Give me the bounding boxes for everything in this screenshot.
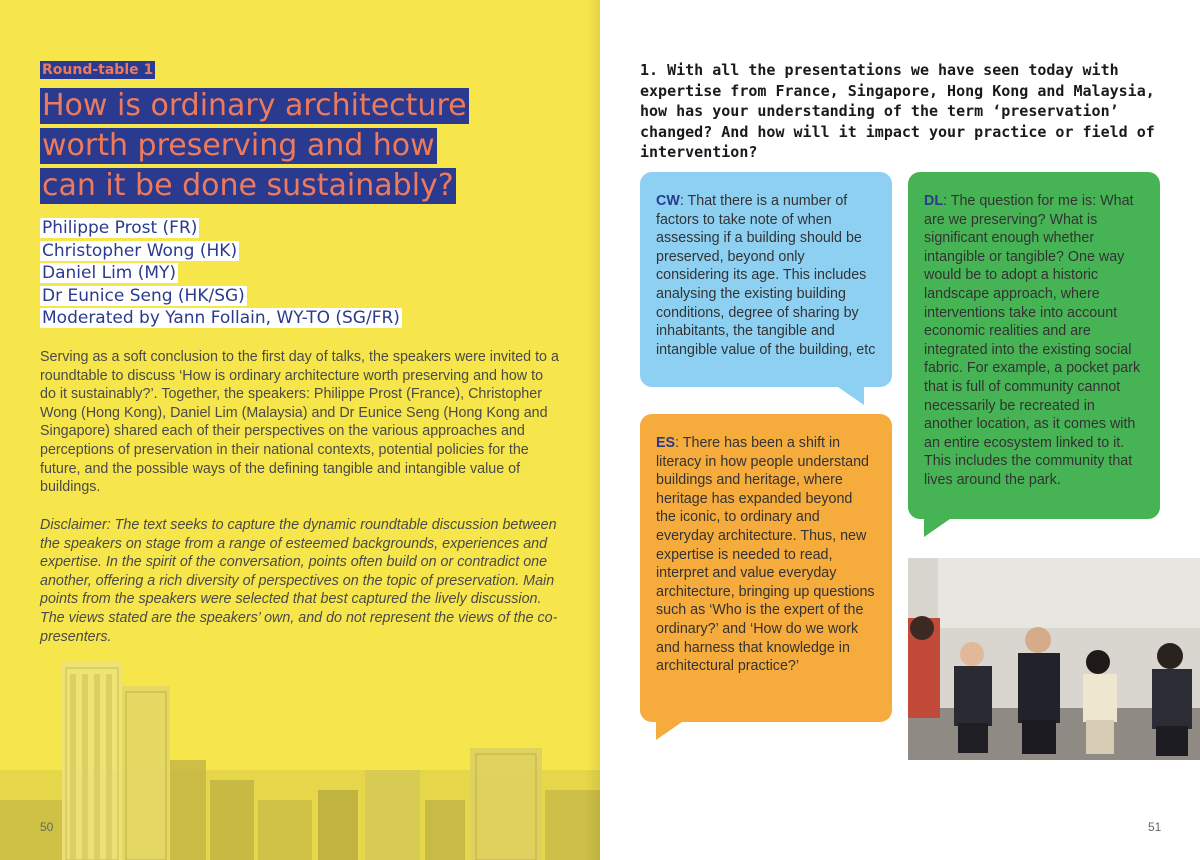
bubble-text: : That there is a number of factors to take note of when assessing if a building should be preserved, beyond only considering its age. This includes analysing the existing building conditions, degree of sharing by inhabitants, the tangible and intangible value of the building, etc (656, 193, 876, 358)
bubble-text: : There has been a shift in literacy in how people understand buildings and heritage, where heritage has expanded beyond the iconic, to ordinary and everyday architecture. Thus, new expertise is needed to read, interpret and value everyday architecture, bringing up questions such as ‘Who is the expert of the ordinary?’ and ‘How do we work and harness that knowledge in architectural practice?’ (656, 435, 875, 675)
page-number-right: 51 (1148, 820, 1162, 834)
roundtable-tag: Round-table 1 (42, 62, 154, 78)
speech-bubble-es (640, 414, 892, 722)
speaker-name: Philippe Prost (FR) (42, 218, 198, 238)
speaker-initials: DL (924, 193, 944, 209)
speaker-name: Daniel Lim (MY) (42, 263, 177, 283)
page-number-left: 50 (40, 820, 54, 834)
panel-discussion-photo (908, 558, 1200, 760)
speaker-name: Christopher Wong (HK) (42, 240, 238, 261)
bubble-text: : The question for me is: What are we preserving? What is significant enough whether intangible or tangible? One way would be to adopt a historic landscape approach, where interventions take into account economic realities and are integrated into the existing social fabric. For example, a pocket park that is full of community cannot necessarily be recreated in another location, as it comes with an entire ecosystem linked to it. This includes the community that lives around the park. (924, 193, 1141, 488)
spine-shadow (586, 0, 600, 860)
speaker-name: Dr Eunice Seng (HK/SG) (42, 285, 245, 306)
moderator-name: Moderated by Yann Follain, WY-TO (SG/FR) (42, 308, 400, 328)
panel-photo (908, 558, 1200, 760)
disclaimer-paragraph: Disclaimer: The text seeks to capture the dynamic roundtable discussion between the speakers on stage from a range of esteemed backgrounds, experiences and expertise. In the spirit of the conversation, points often build on or contradict one another, offering a rich diversity of perspectives on the topic of preservation. Main points from the speakers were selected that best captured the lively discussion. The views stated are the speakers’ own, and do not represent the views of the co-presenters. (40, 517, 558, 645)
speaker-initials: ES (656, 435, 676, 451)
title-line: worth preserving and how (42, 128, 435, 163)
page-title (40, 88, 580, 208)
bubble-tail (838, 387, 864, 405)
title-line: How is ordinary architecture (42, 88, 467, 123)
bubble-tail (924, 519, 950, 537)
speaker-initials: CW (656, 193, 680, 209)
intro-paragraph: Serving as a soft conclusion to the first day of talks, the speakers were invited to a roundtable to discuss ‘How is ordinary architecture worth preserving and how to do it sustainably?’. Together, the speakers: Philippe Prost (France), Christopher Wong (Hong Kong), Daniel Lim (Malaysia) and Dr Eunice Seng (Hong Kong and Singapore) shared each of their perspectives on the various approaches and perceptions of preservation in their national contexts, potential policies for the future, and the possible ways of the defining tangible and intangible value of buildings. (40, 349, 559, 496)
city-skyline-image (0, 650, 600, 860)
speech-bubble-cw (640, 172, 892, 387)
speaker-list (40, 218, 402, 331)
speech-bubble-dl (908, 172, 1160, 519)
question-heading: 1. With all the presentations we have seen today with expertise from France, Singapore, Hong Kong and Malaysia, how has your understanding of the term ‘preservation’ changed? And how will it impact your practice or field of intervention? (640, 61, 1155, 161)
bubble-tail (656, 722, 682, 740)
title-line: can it be done sustainably? (42, 168, 454, 203)
